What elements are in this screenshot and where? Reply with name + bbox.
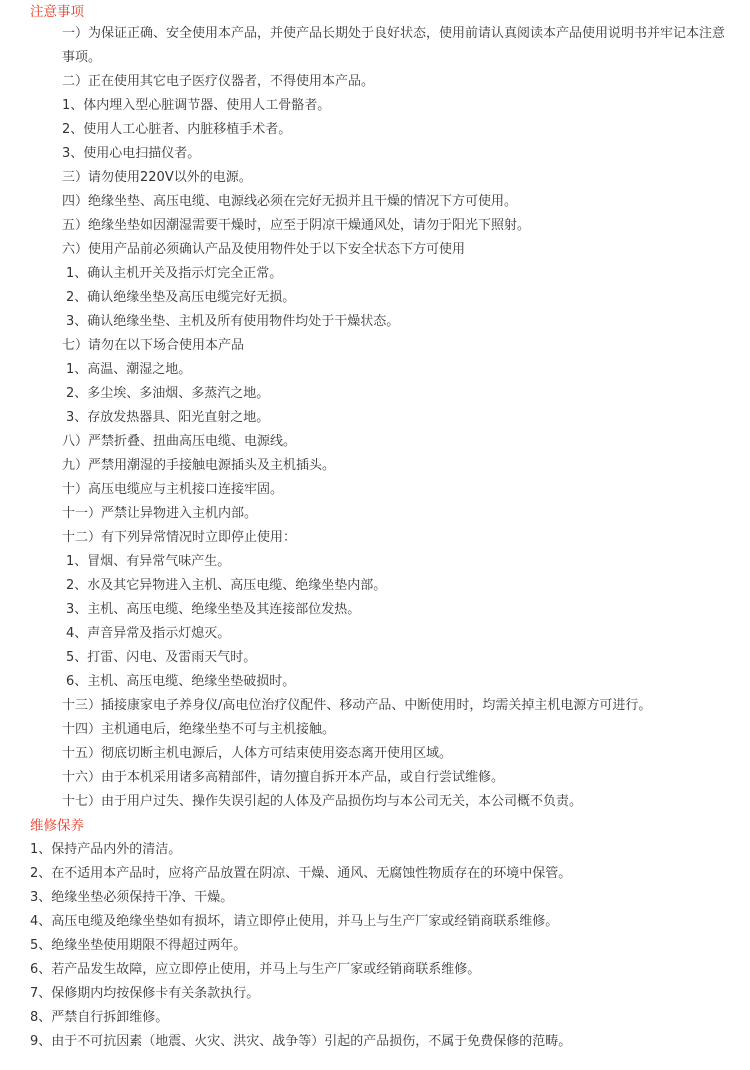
notice-item: 七）请勿在以下场合使用本产品 bbox=[62, 338, 245, 353]
maintenance-item: 8、严禁自行拆卸维修。 bbox=[30, 1010, 169, 1025]
notice-item: 十）高压电缆应与主机接口连接牢固。 bbox=[62, 482, 284, 497]
notice-item: 十七）由于用户过失、操作失误引起的人体及产品损伤均与本公司无关，本公司概不负责。 bbox=[62, 794, 583, 809]
maintenance-item: 4、高压电缆及绝缘坐垫如有损坏，请立即停止使用，并马上与生产厂家或经销商联系维修。 bbox=[30, 914, 559, 929]
maintenance-item: 2、在不适用本产品时，应将产品放置在阴凉、干燥、通风、无腐蚀性物质存在的环境中保管。 bbox=[30, 866, 572, 881]
maintenance-item: 6、若产品发生故障，应立即停止使用，并马上与生产厂家或经销商联系维修。 bbox=[30, 962, 481, 977]
notice-subitem: 5、打雷、闪电、及雷雨天气时。 bbox=[66, 650, 257, 665]
notice-item: 十三）插接康家电子养身仪/高电位治疗仪配件、移动产品、中断使用时，均需关掉主机电源方可进行。 bbox=[62, 698, 652, 713]
notice-subitem: 3、存放发热器具、阳光直射之地。 bbox=[66, 410, 270, 425]
notice-item: 十五）彻底切断主机电源后，人体方可结束使用姿态离开使用区域。 bbox=[62, 746, 453, 761]
notice-item: 1、体内埋入型心脏调节器、使用人工骨骼者。 bbox=[62, 98, 331, 113]
notice-subitem: 2、确认绝缘坐垫及高压电缆完好无损。 bbox=[66, 290, 296, 305]
notice-subitem: 1、高温、潮湿之地。 bbox=[66, 362, 192, 377]
notice-subitem: 2、多尘埃、多油烟、多蒸汽之地。 bbox=[66, 386, 270, 401]
notice-subitem: 4、声音异常及指示灯熄灭。 bbox=[66, 626, 231, 641]
maintenance-item: 7、保修期内均按保修卡有关条款执行。 bbox=[30, 986, 260, 1001]
notice-item: 二）正在使用其它电子医疗仪器者，不得使用本产品。 bbox=[62, 74, 375, 89]
notice-item: 六）使用产品前必须确认产品及使用物件处于以下安全状态下方可使用 bbox=[62, 242, 466, 257]
notices-heading: 注意事项 bbox=[30, 4, 84, 20]
notice-subitem: 6、主机、高压电缆、绝缘坐垫破损时。 bbox=[66, 674, 296, 689]
notice-item: 一）为保证正确、安全使用本产品，并使产品长期处于良好状态，使用前请认真阅读本产品使用说明书并牢记本注意事项。 bbox=[62, 26, 726, 65]
notice-item: 三）请勿使用220V以外的电源。 bbox=[62, 170, 252, 185]
notice-subitem: 1、冒烟、有异常气味产生。 bbox=[66, 554, 231, 569]
notice-item: 四）绝缘坐垫、高压电缆、电源线必须在完好无损并且干燥的情况下方可使用。 bbox=[62, 194, 518, 209]
maintenance-heading: 维修保养 bbox=[30, 818, 84, 834]
notice-item: 十一）严禁让异物进入主机内部。 bbox=[62, 506, 258, 521]
notice-item: 五）绝缘坐垫如因潮湿需要干燥时，应至于阴凉干燥通风处，请勿于阳光下照射。 bbox=[62, 218, 531, 233]
notice-item: 十四）主机通电后，绝缘坐垫不可与主机接触。 bbox=[62, 722, 336, 737]
notice-subitem: 1、确认主机开关及指示灯完全正常。 bbox=[66, 266, 283, 281]
notice-item: 九）严禁用潮湿的手接触电源插头及主机插头。 bbox=[62, 458, 336, 473]
maintenance-item: 9、由于不可抗因素（地震、火灾、洪灾、战争等）引起的产品损伤，不属于免费保修的范畴。 bbox=[30, 1034, 572, 1049]
notice-subitem: 3、主机、高压电缆、绝缘坐垫及其连接部位发热。 bbox=[66, 602, 361, 617]
notice-item: 八）严禁折叠、扭曲高压电缆、电源线。 bbox=[62, 434, 297, 449]
notice-subitem: 2、水及其它异物进入主机、高压电缆、绝缘坐垫内部。 bbox=[66, 578, 387, 593]
notice-item: 3、使用心电扫描仪者。 bbox=[62, 146, 201, 161]
notice-item: 2、使用人工心脏者、内脏移植手术者。 bbox=[62, 122, 292, 137]
notice-item: 十六）由于本机采用诸多高精部件，请勿擅自拆开本产品，或自行尝试维修。 bbox=[62, 770, 505, 785]
maintenance-item: 3、绝缘坐垫必须保持干净、干燥。 bbox=[30, 890, 234, 905]
notice-item: 十二）有下列异常情况时立即停止使用： bbox=[62, 530, 297, 545]
notice-subitem: 3、确认绝缘坐垫、主机及所有使用物件均处于干燥状态。 bbox=[66, 314, 400, 329]
maintenance-item: 1、保持产品内外的清洁。 bbox=[30, 842, 182, 857]
maintenance-item: 5、绝缘坐垫使用期限不得超过两年。 bbox=[30, 938, 247, 953]
